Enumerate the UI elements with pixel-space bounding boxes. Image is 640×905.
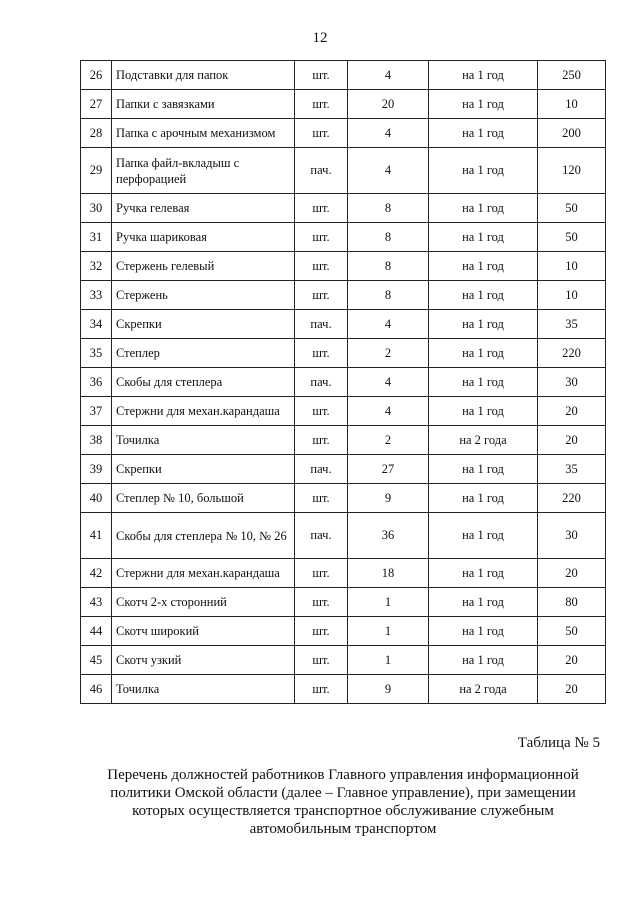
item-price: 250 <box>538 61 606 90</box>
item-price: 80 <box>538 588 606 617</box>
item-price: 10 <box>538 90 606 119</box>
table-row <box>81 310 606 339</box>
row-number: 32 <box>81 252 112 281</box>
item-name: Скрепки <box>112 455 295 484</box>
item-period: на 1 год <box>429 513 538 559</box>
item-quantity: 4 <box>348 61 429 90</box>
item-quantity: 4 <box>348 397 429 426</box>
item-price: 30 <box>538 368 606 397</box>
item-period: на 1 год <box>429 339 538 368</box>
item-quantity: 8 <box>348 252 429 281</box>
table-row <box>81 119 606 148</box>
table-row <box>81 675 606 704</box>
item-unit: пач. <box>295 310 348 339</box>
item-name: Стержни для механ.карандаша <box>112 559 295 588</box>
item-quantity: 2 <box>348 426 429 455</box>
item-period: на 1 год <box>429 194 538 223</box>
row-number: 43 <box>81 588 112 617</box>
row-number: 41 <box>81 513 112 559</box>
item-price: 20 <box>538 675 606 704</box>
table-row <box>81 588 606 617</box>
item-quantity: 18 <box>348 559 429 588</box>
item-quantity: 8 <box>348 223 429 252</box>
item-period: на 1 год <box>429 368 538 397</box>
table-row <box>81 617 606 646</box>
item-period: на 1 год <box>429 310 538 339</box>
item-price: 50 <box>538 223 606 252</box>
heading-line: Перечень должностей работников Главного управления информационной <box>107 767 579 783</box>
table-row <box>81 513 606 559</box>
item-period: на 1 год <box>429 61 538 90</box>
item-quantity: 36 <box>348 513 429 559</box>
item-unit: шт. <box>295 559 348 588</box>
item-quantity: 2 <box>348 339 429 368</box>
table-row <box>81 455 606 484</box>
item-period: на 1 год <box>429 617 538 646</box>
item-period: на 1 год <box>429 223 538 252</box>
item-price: 10 <box>538 281 606 310</box>
item-period: на 1 год <box>429 455 538 484</box>
item-name: Ручка шариковая <box>112 223 295 252</box>
item-unit: шт. <box>295 339 348 368</box>
row-number: 29 <box>81 148 112 194</box>
item-name: Скрепки <box>112 310 295 339</box>
item-price: 30 <box>538 513 606 559</box>
table-row <box>81 194 606 223</box>
row-number: 45 <box>81 646 112 675</box>
item-price: 50 <box>538 617 606 646</box>
items-table <box>80 60 606 704</box>
row-number: 35 <box>81 339 112 368</box>
item-name: Степлер <box>112 339 295 368</box>
item-unit: шт. <box>295 61 348 90</box>
item-price: 10 <box>538 252 606 281</box>
item-price: 20 <box>538 397 606 426</box>
item-name: Папки с завязками <box>112 90 295 119</box>
item-unit: шт. <box>295 90 348 119</box>
table-row <box>81 646 606 675</box>
item-period: на 2 года <box>429 675 538 704</box>
item-name: Стержень <box>112 281 295 310</box>
item-period: на 1 год <box>429 90 538 119</box>
table-row <box>81 223 606 252</box>
item-name: Скотч широкий <box>112 617 295 646</box>
item-name: Скотч узкий <box>112 646 295 675</box>
item-unit: пач. <box>295 368 348 397</box>
item-quantity: 4 <box>348 310 429 339</box>
item-unit: шт. <box>295 588 348 617</box>
item-name: Подставки для папок <box>112 61 295 90</box>
item-period: на 2 года <box>429 426 538 455</box>
item-period: на 1 год <box>429 252 538 281</box>
item-name: Скобы для степлера <box>112 368 295 397</box>
item-quantity: 4 <box>348 148 429 194</box>
item-period: на 1 год <box>429 397 538 426</box>
item-period: на 1 год <box>429 646 538 675</box>
item-quantity: 4 <box>348 119 429 148</box>
table-row <box>81 426 606 455</box>
item-unit: шт. <box>295 281 348 310</box>
table-row <box>81 61 606 90</box>
item-quantity: 9 <box>348 484 429 513</box>
row-number: 42 <box>81 559 112 588</box>
item-name: Папка файл-вкладыш с перфорацией <box>112 148 295 194</box>
row-number: 37 <box>81 397 112 426</box>
item-unit: шт. <box>295 484 348 513</box>
item-period: на 1 год <box>429 281 538 310</box>
item-price: 220 <box>538 339 606 368</box>
table-row <box>81 484 606 513</box>
row-number: 39 <box>81 455 112 484</box>
item-price: 20 <box>538 559 606 588</box>
item-unit: шт. <box>295 223 348 252</box>
item-unit: шт. <box>295 617 348 646</box>
item-name: Стержни для механ.карандаша <box>112 397 295 426</box>
item-unit: пач. <box>295 148 348 194</box>
item-name: Скотч 2-х сторонний <box>112 588 295 617</box>
item-unit: шт. <box>295 426 348 455</box>
item-price: 200 <box>538 119 606 148</box>
heading-line: автомобильным транспортом <box>249 821 437 837</box>
item-unit: шт. <box>295 252 348 281</box>
item-unit: шт. <box>295 397 348 426</box>
item-price: 220 <box>538 484 606 513</box>
item-name: Скобы для степлера № 10, № 26 <box>112 513 295 559</box>
row-number: 26 <box>81 61 112 90</box>
row-number: 31 <box>81 223 112 252</box>
table-row <box>81 281 606 310</box>
item-quantity: 1 <box>348 588 429 617</box>
table-row <box>81 559 606 588</box>
item-name: Папка с арочным механизмом <box>112 119 295 148</box>
item-period: на 1 год <box>429 588 538 617</box>
table-caption: Таблица № 5 <box>517 735 600 751</box>
row-number: 34 <box>81 310 112 339</box>
row-number: 28 <box>81 119 112 148</box>
item-unit: пач. <box>295 513 348 559</box>
item-unit: шт. <box>295 194 348 223</box>
item-quantity: 8 <box>348 281 429 310</box>
item-quantity: 1 <box>348 617 429 646</box>
row-number: 44 <box>81 617 112 646</box>
item-price: 35 <box>538 310 606 339</box>
table-row <box>81 397 606 426</box>
heading-line: которых осуществляется транспортное обслуживание служебным <box>132 803 554 819</box>
item-name: Стержень гелевый <box>112 252 295 281</box>
row-number: 46 <box>81 675 112 704</box>
row-number: 27 <box>81 90 112 119</box>
section-heading <box>80 766 606 838</box>
item-unit: шт. <box>295 119 348 148</box>
item-name: Ручка гелевая <box>112 194 295 223</box>
heading-line: политики Омской области (далее – Главное управление), при замещении <box>110 785 576 801</box>
item-name: Точилка <box>112 426 295 455</box>
table-row <box>81 90 606 119</box>
row-number: 36 <box>81 368 112 397</box>
table-row <box>81 339 606 368</box>
page-number: 12 <box>312 30 328 46</box>
item-unit: шт. <box>295 646 348 675</box>
item-quantity: 4 <box>348 368 429 397</box>
item-price: 20 <box>538 646 606 675</box>
item-quantity: 9 <box>348 675 429 704</box>
item-period: на 1 год <box>429 148 538 194</box>
item-quantity: 8 <box>348 194 429 223</box>
table-row <box>81 368 606 397</box>
row-number: 33 <box>81 281 112 310</box>
item-name: Степлер № 10, большой <box>112 484 295 513</box>
item-price: 120 <box>538 148 606 194</box>
item-unit: пач. <box>295 455 348 484</box>
row-number: 40 <box>81 484 112 513</box>
item-price: 50 <box>538 194 606 223</box>
item-period: на 1 год <box>429 484 538 513</box>
item-quantity: 27 <box>348 455 429 484</box>
item-period: на 1 год <box>429 119 538 148</box>
item-name: Точилка <box>112 675 295 704</box>
item-quantity: 20 <box>348 90 429 119</box>
table-row <box>81 148 606 194</box>
row-number: 30 <box>81 194 112 223</box>
item-quantity: 1 <box>348 646 429 675</box>
item-unit: шт. <box>295 675 348 704</box>
row-number: 38 <box>81 426 112 455</box>
item-period: на 1 год <box>429 559 538 588</box>
item-price: 35 <box>538 455 606 484</box>
table-row <box>81 252 606 281</box>
item-price: 20 <box>538 426 606 455</box>
